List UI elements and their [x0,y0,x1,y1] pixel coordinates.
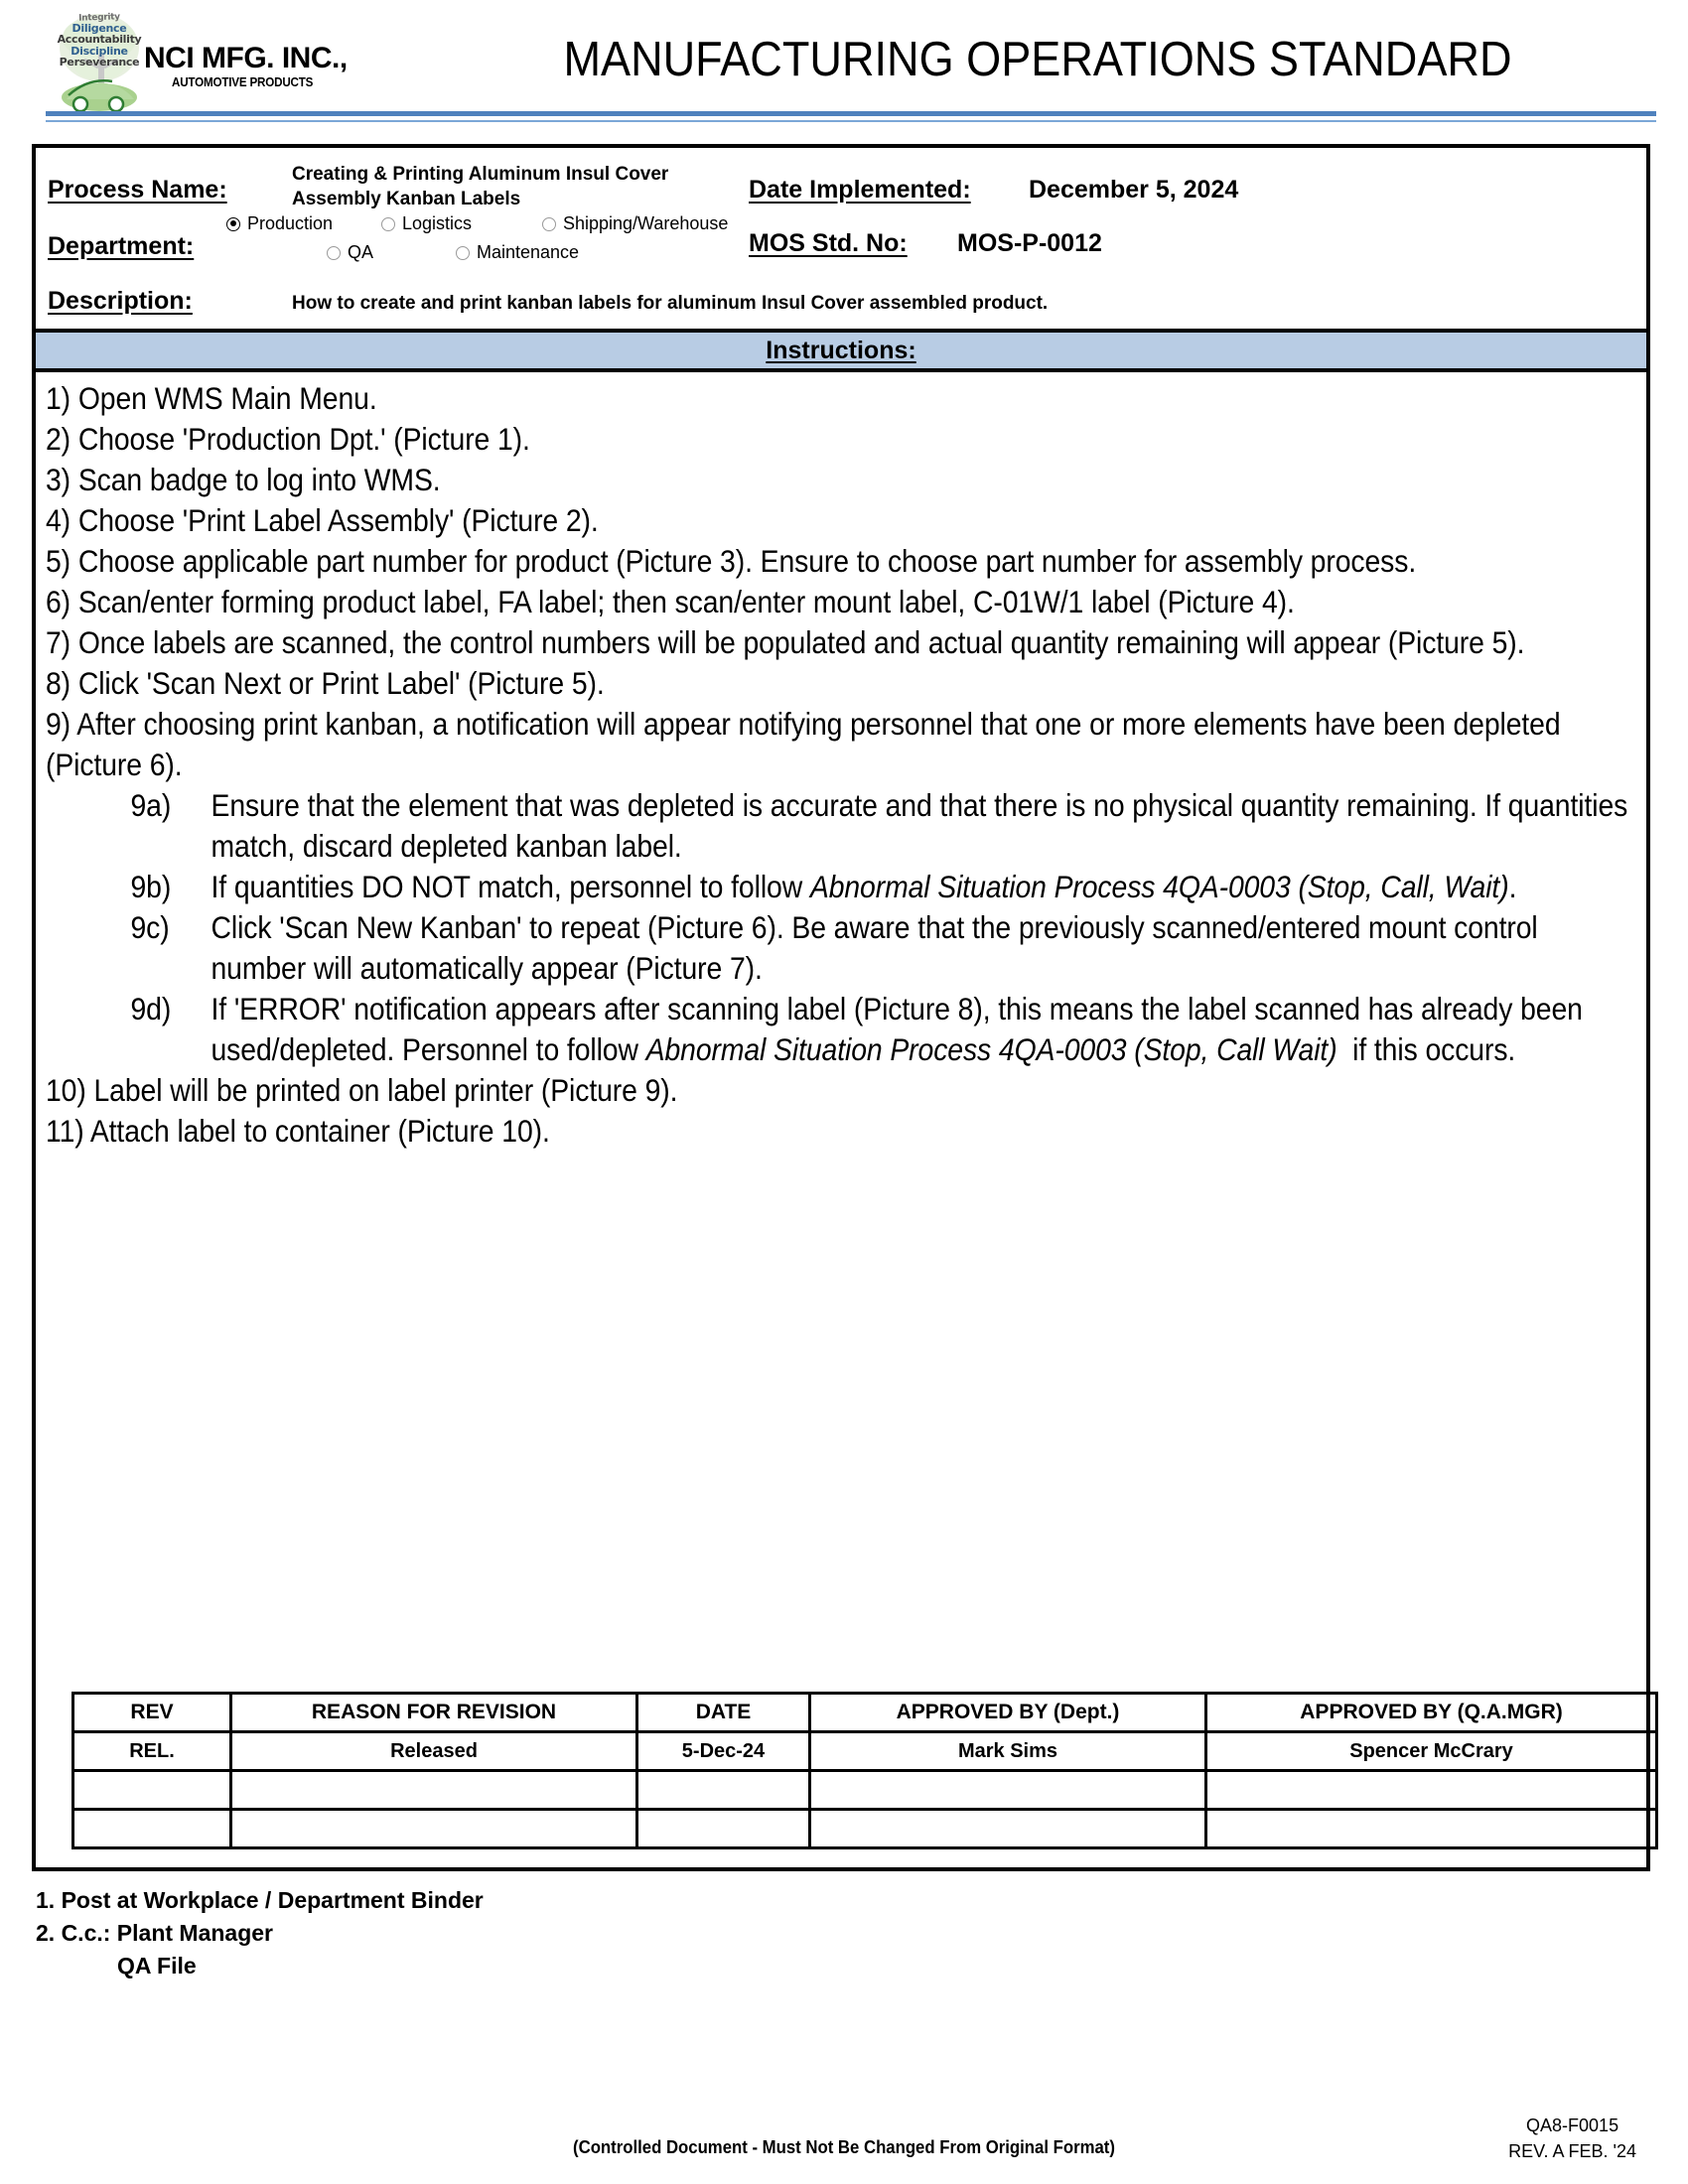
cell-approved-qa [1206,1771,1657,1810]
department-option-maintenance[interactable] [456,242,579,263]
instruction-substep-text: If quantities DO NOT match, personnel to follow Abnormal Situation Process 4QA-0003 (Stop, Call, Wait). [211,869,1517,904]
instruction-substep-number: 9c) [130,909,170,945]
radio-icon-shipping[interactable] [542,217,556,231]
instruction-step: 7) Once labels are scanned, the control numbers will be populated and actual quantity remaining will appear (Picture 5). [46,624,1525,660]
department-option-logistics[interactable] [381,213,472,234]
instruction-step: 3) Scan badge to log into WMS. [46,462,441,497]
logo-value-1: Diligence [71,22,127,36]
instruction-substep-number: 9a) [130,787,172,823]
cell-approved-qa [1206,1810,1657,1848]
cell-approved-dept [810,1771,1206,1810]
table-row [73,1771,1657,1810]
company-name: NCI MFG. INC., [144,42,348,74]
department-label: Department: [48,232,195,260]
logo-core-values [57,14,142,68]
instruction-step: 8) Click 'Scan Next or Print Label' (Picture 5). [46,665,605,701]
footer-distribution-1: 1. Post at Workplace / Department Binder [36,1887,484,1913]
instructions-heading [36,333,1646,372]
instruction-substep [46,867,1634,907]
mos-std-no-value: MOS-P-0012 [957,229,1102,257]
column-header-rev: REV [73,1694,231,1732]
document-title: MANUFACTURING OPERATIONS STANDARD [563,33,1512,86]
date-implemented-label: Date Implemented: [749,176,971,204]
logo-value-0: Integrity [78,12,120,24]
cell-rev [73,1771,231,1810]
instruction-substep-text: Ensure that the element that was depleted is accurate and that there is no physical quantity remaining. If quantities match, discard depleted kanban label. [211,787,1636,864]
logo-value-3: Discipline [70,44,128,58]
form-identifier [1508,2113,1636,2164]
table-header-row [73,1694,1657,1732]
table-row [73,1810,1657,1848]
instruction-step: 9) After choosing print kanban, a notification will appear notifying personnel that one or more elements have been depleted (Picture 6). [46,706,1569,782]
controlled-document-note: (Controlled Document - Must Not Be Changed From Original Format) [573,2137,1115,2157]
logo-value-2: Accountability [57,33,142,47]
radio-icon-qa[interactable] [327,246,341,260]
instruction-substep [46,785,1634,867]
instruction-substep-number: 9b) [130,869,172,904]
company-logo [55,10,362,119]
document-header [0,0,1688,131]
description-value: How to create and print kanban labels for aluminum Insul Cover assembled product. [292,293,1049,314]
instruction-substep-number: 9d) [130,991,172,1026]
column-header-approved-qa: APPROVED BY (Q.A.MGR) [1206,1694,1657,1732]
instruction-step: 6) Scan/enter forming product label, FA label; then scan/enter mount label, C-01W/1 label (Picture 4). [46,584,1295,619]
department-option-label-production: Production [247,213,334,233]
department-option-label-logistics: Logistics [402,213,473,233]
footer-distribution-2: 2. C.c.: Plant Manager [36,1920,274,1946]
instruction-substep-text: Click 'Scan New Kanban' to repeat (Picture 6). Be aware that the previously scanned/entered mount control number will automatically appear (Picture 7). [211,909,1546,986]
instruction-substep [46,989,1634,1070]
department-option-label-maintenance: Maintenance [477,242,580,262]
instructions-heading-label: Instructions: [766,336,916,364]
department-option-qa[interactable] [327,242,373,263]
process-name-value-line2: Assembly Kanban Labels [292,189,521,209]
cell-date: 5-Dec-24 [637,1732,810,1771]
cell-approved-dept [810,1810,1206,1848]
instruction-step: 4) Choose 'Print Label Assembly' (Picture 2). [46,502,599,538]
cell-date [637,1810,810,1848]
department-option-label-qa: QA [348,242,374,262]
instruction-substep-text: If 'ERROR' notification appears after scanning label (Picture 8), this means the label scanned has already been used/depleted. Personnel to follow Abnormal Situation Process 4QA-0003 (Stop, Call Wait) if this occurs. [211,991,1591,1067]
process-name-value-line1: Creating & Printing Aluminum Insul Cover [292,164,669,185]
revision-table [71,1692,1658,1849]
radio-icon-logistics[interactable] [381,217,395,231]
cell-rev [73,1810,231,1848]
instruction-step: 1) Open WMS Main Menu. [46,380,377,416]
date-implemented-value: December 5, 2024 [1029,176,1239,204]
department-option-shipping[interactable] [542,213,728,234]
instruction-substep [46,907,1634,989]
company-tagline: AUTOMOTIVE PRODUCTS [172,75,314,89]
header-rule-thick [46,111,1656,116]
description-label: Description: [48,287,193,315]
radio-icon-maintenance[interactable] [456,246,470,260]
form-revision: REV. A FEB. '24 [1508,2141,1636,2161]
instruction-step: 10) Label will be printed on label printer (Picture 9). [46,1072,678,1108]
header-rule-thin [46,120,1656,122]
instructions-body [36,372,1646,1699]
department-option-production[interactable] [226,213,333,234]
column-header-approved-dept: APPROVED BY (Dept.) [810,1694,1206,1732]
document-footer [36,1884,1664,1982]
cell-reason [231,1771,637,1810]
instruction-step: 5) Choose applicable part number for product (Picture 3). Ensure to choose part number for assembly process. [46,543,1417,579]
table-row [73,1732,1657,1771]
cell-reason [231,1810,637,1848]
form-id: QA8-F0015 [1526,2116,1619,2135]
column-header-reason: REASON FOR REVISION [231,1694,637,1732]
process-name-label: Process Name: [48,176,227,204]
cell-rev: REL. [73,1732,231,1771]
document-body-frame [32,144,1650,1871]
instruction-step: 2) Choose 'Production Dpt.' (Picture 1). [46,421,530,457]
mos-std-no-label: MOS Std. No: [749,229,908,257]
cell-approved-qa: Spencer McCrary [1206,1732,1657,1771]
cell-reason: Released [231,1732,637,1771]
footer-distribution-3: QA File [117,1953,197,1979]
cell-approved-dept: Mark Sims [810,1732,1206,1771]
logo-value-4: Perseverance [59,55,140,68]
radio-icon-production[interactable] [226,217,240,231]
cell-date [637,1771,810,1810]
column-header-date: DATE [637,1694,810,1732]
instruction-step: 11) Attach label to container (Picture 10). [46,1113,550,1149]
department-option-label-shipping: Shipping/Warehouse [563,213,729,233]
